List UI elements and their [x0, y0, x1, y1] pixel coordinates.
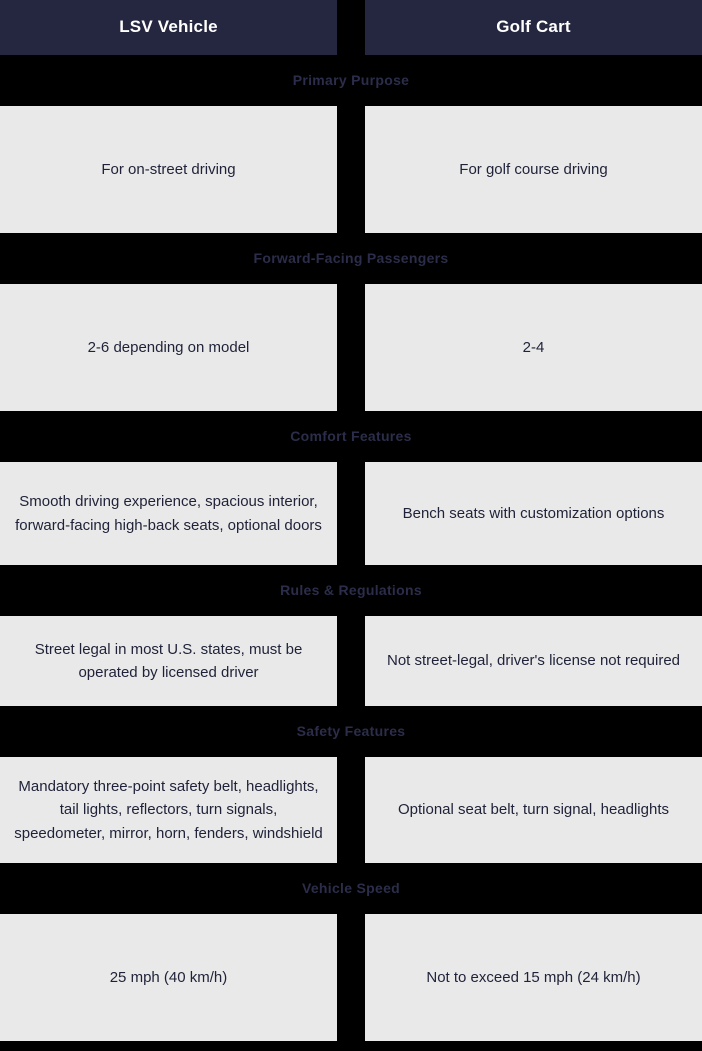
- cell-golf-cart: Bench seats with customization options: [365, 462, 702, 565]
- table-row: [0, 284, 702, 411]
- cell-golf-cart: Not street-legal, driver's license not required: [365, 616, 702, 706]
- row-divider: [337, 616, 365, 706]
- table-row: [0, 757, 702, 863]
- table-header-row: [0, 0, 702, 55]
- column-divider: [337, 0, 365, 55]
- cell-lsv: For on-street driving: [0, 106, 337, 233]
- table-row: [0, 914, 702, 1041]
- row-divider: [337, 284, 365, 411]
- column-header-lsv: LSV Vehicle: [0, 0, 337, 55]
- cell-lsv: Mandatory three-point safety belt, headlights, tail lights, reflectors, turn signals, speedometer, mirror, horn, fenders, windshield: [0, 757, 337, 863]
- section-label: Vehicle Speed: [0, 863, 702, 914]
- row-divider: [337, 914, 365, 1041]
- cell-lsv: 2-6 depending on model: [0, 284, 337, 411]
- section-label: Primary Purpose: [0, 55, 702, 106]
- cell-golf-cart: Not to exceed 15 mph (24 km/h): [365, 914, 702, 1041]
- cell-golf-cart: For golf course driving: [365, 106, 702, 233]
- section-label: Rules & Regulations: [0, 565, 702, 616]
- cell-lsv: 25 mph (40 km/h): [0, 914, 337, 1041]
- table-row: [0, 616, 702, 706]
- cell-lsv: Street legal in most U.S. states, must be operated by licensed driver: [0, 616, 337, 706]
- section-label: Comfort Features: [0, 411, 702, 462]
- table-row: [0, 462, 702, 565]
- cell-golf-cart: 2-4: [365, 284, 702, 411]
- cell-golf-cart: Optional seat belt, turn signal, headlights: [365, 757, 702, 863]
- section-label: Forward-Facing Passengers: [0, 233, 702, 284]
- cell-lsv: Smooth driving experience, spacious interior, forward-facing high-back seats, optional doors: [0, 462, 337, 565]
- table-row: [0, 106, 702, 233]
- row-divider: [337, 757, 365, 863]
- row-divider: [337, 462, 365, 565]
- row-divider: [337, 106, 365, 233]
- column-header-golf-cart: Golf Cart: [365, 0, 702, 55]
- section-label: Safety Features: [0, 706, 702, 757]
